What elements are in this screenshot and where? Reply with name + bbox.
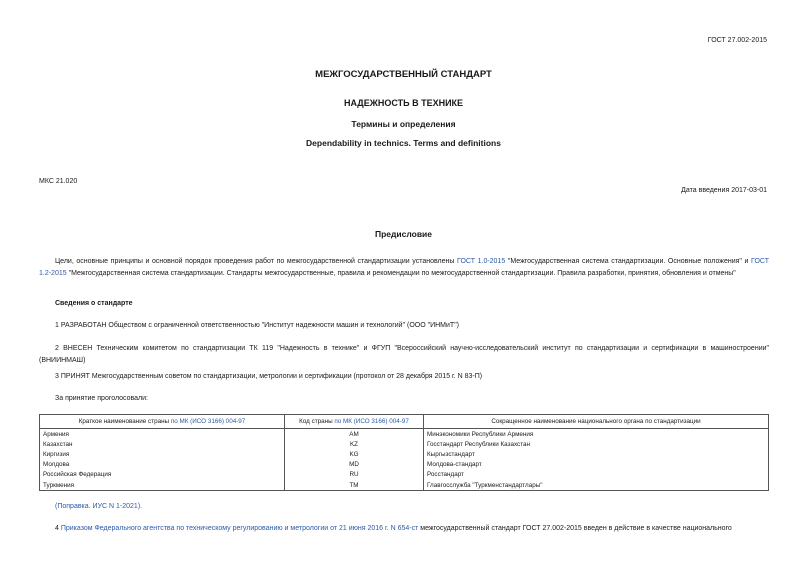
standard-info-heading: Сведения о стандарте <box>55 300 133 307</box>
gost-1-0-link[interactable]: ГОСТ 1.0-2015 <box>457 258 506 265</box>
item-enacted <box>39 523 769 535</box>
table-row <box>40 460 769 470</box>
voted-label: За принятие проголосовали: <box>55 395 148 402</box>
country-cell: Армения <box>40 429 285 440</box>
intro-date: Дата введения 2017-03-01 <box>681 187 767 194</box>
body-cell: Минэкономики Республики Армения <box>424 429 769 440</box>
code-cell: KZ <box>285 439 424 449</box>
table-row <box>40 439 769 449</box>
subtitle-en: Dependability in technics. Terms and definitions <box>306 138 501 148</box>
code-cell: AM <box>285 429 424 440</box>
preface-text-3: "Межгосударственная система стандартизации. Стандарты межгосударственные, правила и рекомендации по межгосударственной стандартизации. Правила разработки, принятия, обновления и отмены" <box>66 269 736 277</box>
col-body-header: Сокращенное наименование национального органа по стандартизации <box>424 415 769 429</box>
preface-text-2: "Межгосударственная система стандартизации. Основные положения" и <box>505 258 752 265</box>
rosstandart-order-link[interactable]: Приказом Федерального агентства по техническому регулированию и метрологии от 21 июня 2016 г. N 654-ст <box>60 525 419 532</box>
col-country-label: Краткое наименование страны <box>78 418 171 425</box>
code-cell: RU <box>285 470 424 480</box>
table-header-row <box>40 415 769 429</box>
col-country-header <box>40 415 285 429</box>
preface-paragraph <box>39 256 769 279</box>
table-row <box>40 449 769 459</box>
document-title: НАДЕЖНОСТЬ В ТЕХНИКЕ <box>343 98 464 108</box>
voting-countries-table <box>39 414 769 491</box>
body-cell: Госстандарт Республики Казахстан <box>424 439 769 449</box>
body-cell: Молдова-стандарт <box>424 460 769 470</box>
subtitle-ru: Термины и определения <box>351 119 456 129</box>
col-code-label: Код страны <box>299 418 335 425</box>
item4-number: 4 <box>55 525 61 532</box>
mks-code: МКС 21.020 <box>39 178 78 185</box>
body-cell: Кыргызстандарт <box>424 449 769 459</box>
item-adopted: 3 ПРИНЯТ Межгосударственным советом по стандартизации, метрологии и сертификации (протокол от 28 декабря 2015 г. N 83-П) <box>55 373 483 380</box>
code-cell: KG <box>285 449 424 459</box>
country-cell: Молдова <box>40 460 285 470</box>
gost-1-2-link[interactable]: ГОСТ 1.2-2015 <box>39 258 769 277</box>
col-code-header <box>285 415 424 429</box>
preface-text-1: Цели, основные принципы и основной порядок проведения работ по межгосударственной стандартизации установлены <box>55 258 458 265</box>
item-introduced: 2 ВНЕСЕН Техническим комитетом по стандартизации ТК 119 "Надежность в технике" и ФГУП "Всероссийский научно-исследовательский институт по стандартизации и сертификации в машиностроении" (ВНИИНМАШ) <box>39 345 769 364</box>
code-cell: MD <box>285 460 424 470</box>
body-cell: Главгосслужба "Туркменстандартлары" <box>424 480 769 491</box>
standard-type-heading: МЕЖГОСУДАРСТВЕННЫЙ СТАНДАРТ <box>315 69 492 80</box>
amendment-link[interactable]: (Поправка. ИУС N 1-2021). <box>55 503 143 510</box>
table-row <box>40 470 769 480</box>
body-cell: Росстандарт <box>424 470 769 480</box>
mk-iso-link[interactable]: по МК (ИСО 3166) 004-97 <box>334 418 409 425</box>
item-developed: 1 РАЗРАБОТАН Обществом с ограниченной ответственностью "Институт надежности машин и технологий" (ООО "ИНМиТ") <box>55 322 460 329</box>
country-cell: Казахстан <box>40 439 285 449</box>
code-cell: TM <box>285 480 424 491</box>
mk-iso-link[interactable]: по МК (ИСО 3166) 004-97 <box>170 418 246 425</box>
country-cell: Российская Федерация <box>40 470 285 480</box>
table-row <box>40 429 769 440</box>
table-row <box>40 480 769 491</box>
document-code: ГОСТ 27.002-2015 <box>707 37 767 44</box>
preface-heading: Предисловие <box>374 229 433 239</box>
country-cell: Туркмения <box>40 480 285 491</box>
country-cell: Киргизия <box>40 449 285 459</box>
item4-text: межгосударственный стандарт ГОСТ 27.002-2015 введен в действие в качестве национального <box>418 525 732 532</box>
